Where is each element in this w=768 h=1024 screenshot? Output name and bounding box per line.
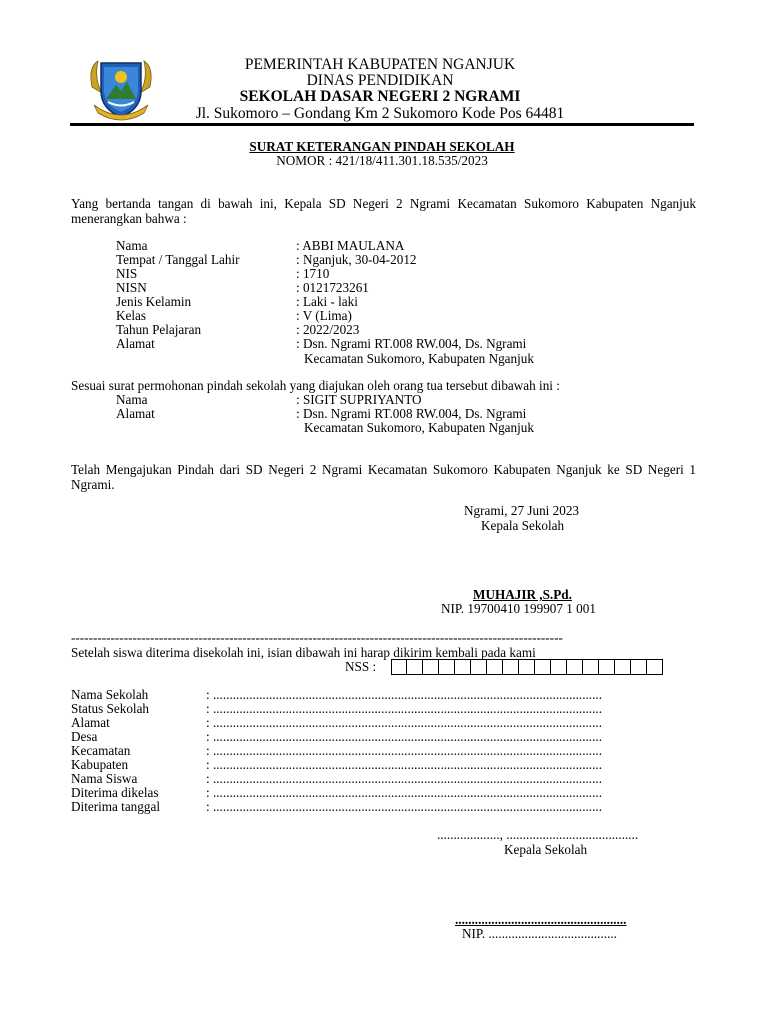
- letter-number: NOMOR : 421/18/411.301.18.535/2023: [276, 153, 488, 168]
- cut-line: ----------------------------------------------------------------------------------------------------------------: [71, 630, 563, 645]
- field-blank[interactable]: : ......................................................................................................................: [206, 743, 602, 758]
- field-blank[interactable]: : ......................................................................................................................: [206, 715, 602, 730]
- letter-title: SURAT KETERANGAN PINDAH SEKOLAH: [249, 139, 515, 154]
- student-label: Tempat / Tanggal Lahir: [116, 252, 240, 267]
- student-label: NISN: [116, 280, 147, 295]
- student-label: Tahun Pelajaran: [116, 322, 202, 337]
- slip-signer-position: Kepala Sekolah: [504, 842, 588, 857]
- field-blank[interactable]: : ......................................................................................................................: [206, 729, 602, 744]
- field-label: Nama Siswa: [71, 771, 138, 786]
- place-date: Ngrami, 27 Juni 2023: [464, 503, 580, 518]
- parent-label: Nama: [116, 392, 148, 407]
- parent-value: : Dsn. Ngrami RT.008 RW.004, Ds. Ngrami: [296, 406, 527, 421]
- intro-paragraph: Yang bertanda tangan di bawah ini, Kepala SD Negeri 2 Ngrami Kecamatan Sukomoro Kabupaten Nganjuk menerangkan bahwa :: [71, 196, 696, 226]
- student-label: Kelas: [116, 308, 147, 323]
- slip-signer-nip[interactable]: NIP. .......................................: [462, 926, 617, 941]
- student-value: : ABBI MAULANA: [296, 238, 405, 253]
- student-value: : Nganjuk, 30-04-2012: [296, 252, 417, 267]
- parent-label: Alamat: [116, 406, 155, 421]
- student-value: : 1710: [296, 266, 330, 281]
- signer-name: MUHAJIR ,S.Pd.: [473, 587, 572, 602]
- return-instruction: Setelah siswa diterima disekolah ini, isian dibawah ini harap dikirim kembali pada kami: [71, 645, 536, 660]
- field-label: Nama Sekolah: [71, 687, 149, 702]
- field-label: Desa: [71, 729, 98, 744]
- slip-place-date[interactable]: ..................., ........................................: [437, 827, 639, 842]
- slip-signer-name[interactable]: ....................................................: [455, 912, 627, 927]
- parent-address-continued: Kecamatan Sukomoro, Kabupaten Nganjuk: [304, 420, 534, 435]
- signer-position: Kepala Sekolah: [481, 518, 565, 533]
- student-value: : Laki - laki: [296, 294, 358, 309]
- regency-crest-icon: [86, 57, 156, 121]
- field-blank[interactable]: : ......................................................................................................................: [206, 687, 602, 702]
- signer-nip: NIP. 19700410 199907 1 001: [441, 601, 596, 616]
- student-label: NIS: [116, 266, 138, 281]
- parent-value: : SIGIT SUPRIYANTO: [296, 392, 422, 407]
- transfer-statement: Telah Mengajukan Pindah dari SD Negeri 2 Ngrami Kecamatan Sukomoro Kabupaten Nganjuk ke SD Negeri 1 Ngrami.: [71, 462, 696, 492]
- field-label: Status Sekolah: [71, 701, 150, 716]
- letterhead-divider: [70, 123, 694, 126]
- letterhead-department: DINAS PENDIDIKAN: [306, 72, 454, 89]
- student-value: : 0121723261: [296, 280, 369, 295]
- field-label: Kabupaten: [71, 757, 129, 772]
- field-blank[interactable]: : ......................................................................................................................: [206, 799, 602, 814]
- student-value: : V (Lima): [296, 308, 352, 323]
- student-value: : Dsn. Ngrami RT.008 RW.004, Ds. Ngrami: [296, 336, 527, 351]
- nss-input-boxes[interactable]: [391, 659, 663, 675]
- student-label: Jenis Kelamin: [116, 294, 192, 309]
- student-value: : 2022/2023: [296, 322, 360, 337]
- letterhead-government: PEMERINTAH KABUPATEN NGANJUK: [244, 56, 516, 73]
- letterhead-address: Jl. Sukomoro – Gondang Km 2 Sukomoro Kode Pos 64481: [195, 105, 565, 122]
- field-blank[interactable]: : ......................................................................................................................: [206, 757, 602, 772]
- field-blank[interactable]: : ......................................................................................................................: [206, 771, 602, 786]
- field-blank[interactable]: : ......................................................................................................................: [206, 785, 602, 800]
- field-blank[interactable]: : ......................................................................................................................: [206, 701, 602, 716]
- letterhead-school: SEKOLAH DASAR NEGERI 2 NGRAMI: [239, 88, 521, 105]
- field-label: Kecamatan: [71, 743, 131, 758]
- field-label: Diterima tanggal: [71, 799, 160, 814]
- request-intro: Sesuai surat permohonan pindah sekolah yang diajukan oleh orang tua tersebut dibawah ini :: [71, 378, 560, 393]
- nss-label: NSS :: [345, 659, 377, 674]
- field-label: Alamat: [71, 715, 110, 730]
- field-label: Diterima dikelas: [71, 785, 159, 800]
- student-address-continued: Kecamatan Sukomoro, Kabupaten Nganjuk: [304, 351, 534, 366]
- student-label: Nama: [116, 238, 148, 253]
- student-label: Alamat: [116, 336, 155, 351]
